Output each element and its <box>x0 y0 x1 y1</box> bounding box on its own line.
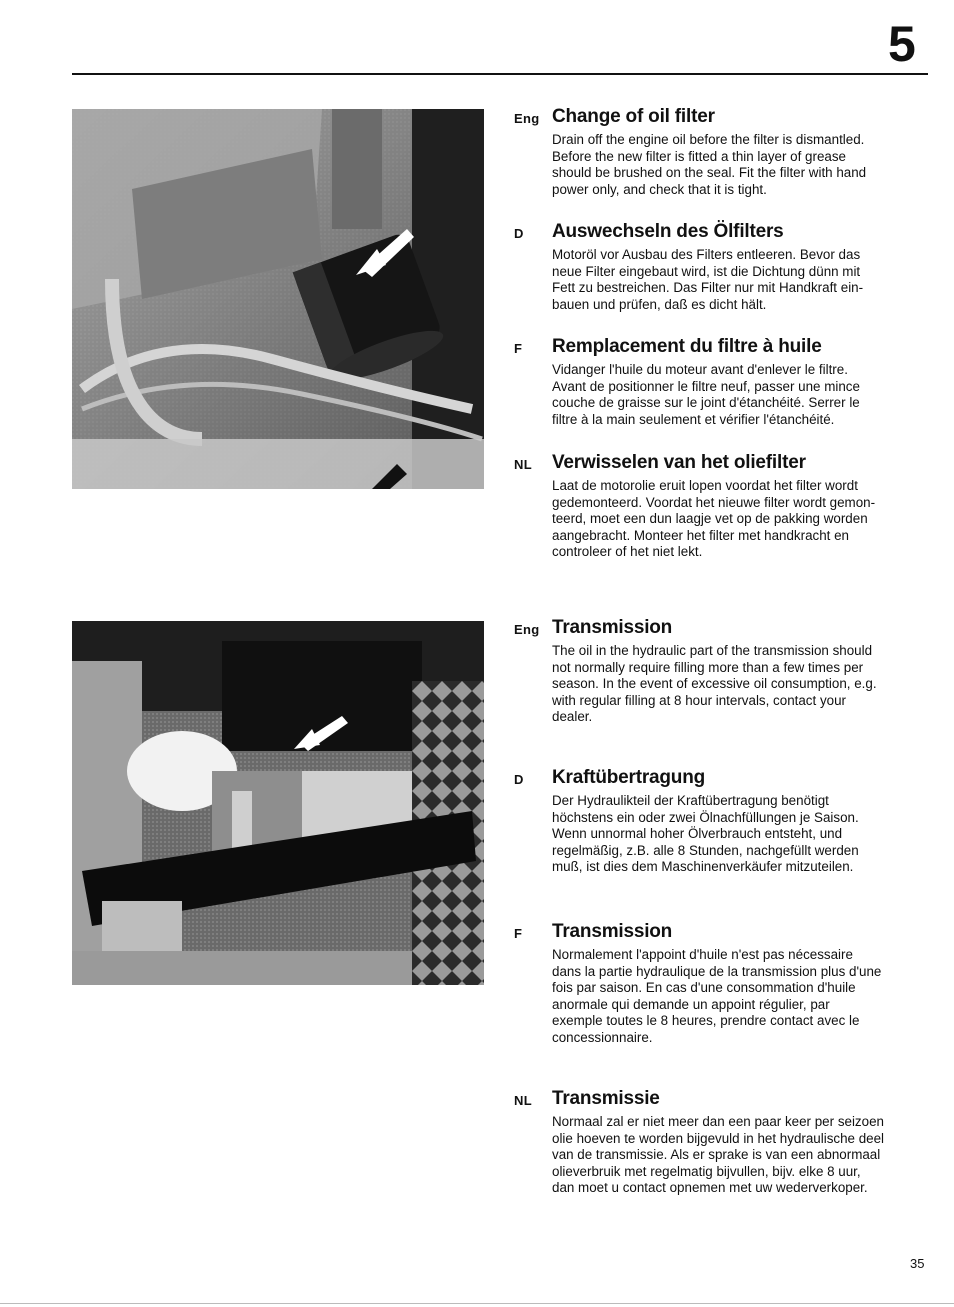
transmission-photo <box>72 621 484 985</box>
language-code: D <box>514 226 524 241</box>
section-body: The oil in the hydraulic part of the transmission should not normally require filling more than a few times per season. In the event of excessive oil consumption, e.g. with regular filling at 8 hour intervals, contact your dealer. <box>552 643 877 725</box>
section-body: Motoröl vor Ausbau des Filters entleeren. Bevor das neue Filter eingebaut wird, ist die Dichtung dünn mit Fett zu bestreichen. Das Filter nur mit Handkraft ein- bauen und prüfen, daß es dicht hält. <box>552 247 864 312</box>
section-eng-oil-filter <box>514 104 926 198</box>
section-body: Normalement l'appoint d'huile n'est pas nécessaire dans la partie hydraulique de la transmission plus d'une fois par saison. En cas d'une consommation d'huile anormale qui demande un appoint régulier, par exemple toutes le 8 heures, prendre contact avec le concessionnaire. <box>552 947 882 1045</box>
section-f-oil-filter <box>514 334 926 428</box>
language-code: F <box>514 341 523 356</box>
footer-rule <box>0 1303 954 1304</box>
section-title: Transmission <box>552 617 673 638</box>
header-rule <box>72 73 928 75</box>
language-code: Eng <box>514 622 540 637</box>
section-nl-transmission <box>514 1086 926 1197</box>
language-code: NL <box>514 457 532 472</box>
section-title: Verwisselen van het oliefilter <box>552 452 806 473</box>
section-body: Vidanger l'huile du moteur avant d'enlever le filtre. Avant de positionner le filtre neuf, passer une mince couche de graisse sur le joint d'étanchéité. Serrer le filtre à la main seulement et vérifier l'étanchéité. <box>552 362 860 427</box>
section-body: Drain off the engine oil before the filter is dismantled. Before the new filter is fitted a thin layer of grease should be brushed on the seal. Fit the filter with hand power only, and check that it is tight. <box>552 132 867 197</box>
section-title: Transmission <box>552 921 673 942</box>
section-title: Change of oil filter <box>552 106 715 127</box>
section-body: Normaal zal er niet meer dan een paar keer per seizoen olie hoeven te worden bijgevuld in het hydraulische deel van de transmissie. Als er sprake is van een abnormaal olieverbruik met regelmatig bijvullen, bijv. elke 8 uur, dan moet u contact opnemen met uw wederverkoper. <box>552 1114 885 1196</box>
chapter-number: 5 <box>888 16 916 72</box>
section-eng-transmission <box>514 615 926 726</box>
section-body: Der Hydraulikteil der Kraftübertragung benötigt höchstens ein oder zwei Ölnachfüllungen je Saison. Wenn unnormal hoher Ölverbrauch entsteht, und regelmäßig, z.B. alle 8 Stunden, nachgefüllt werden muß, ist dies dem Maschinenverkäufer mitzuteilen. <box>552 793 859 875</box>
oil-filter-photo <box>72 109 484 489</box>
language-code: D <box>514 772 524 787</box>
section-nl-oil-filter <box>514 450 926 561</box>
language-code: Eng <box>514 111 540 126</box>
section-d-transmission <box>514 765 926 876</box>
section-title: Auswechseln des Ölfilters <box>552 221 784 242</box>
language-code: NL <box>514 1093 532 1108</box>
section-title: Remplacement du filtre à huile <box>552 336 822 357</box>
language-code: F <box>514 926 523 941</box>
section-title: Transmissie <box>552 1088 660 1109</box>
section-body: Laat de motorolie eruit lopen voordat het filter wordt gedemonteerd. Voordat het nieuwe filter wordt gemon- teerd, moet een dun laagje vet op de pakking worden aangebracht. Monteer het filter met handkracht en controleer of het niet lekt. <box>552 478 876 560</box>
section-f-transmission <box>514 919 926 1047</box>
section-d-oil-filter <box>514 219 926 313</box>
section-title: Kraftübertragung <box>552 767 706 788</box>
page-number: 35 <box>910 1256 925 1271</box>
